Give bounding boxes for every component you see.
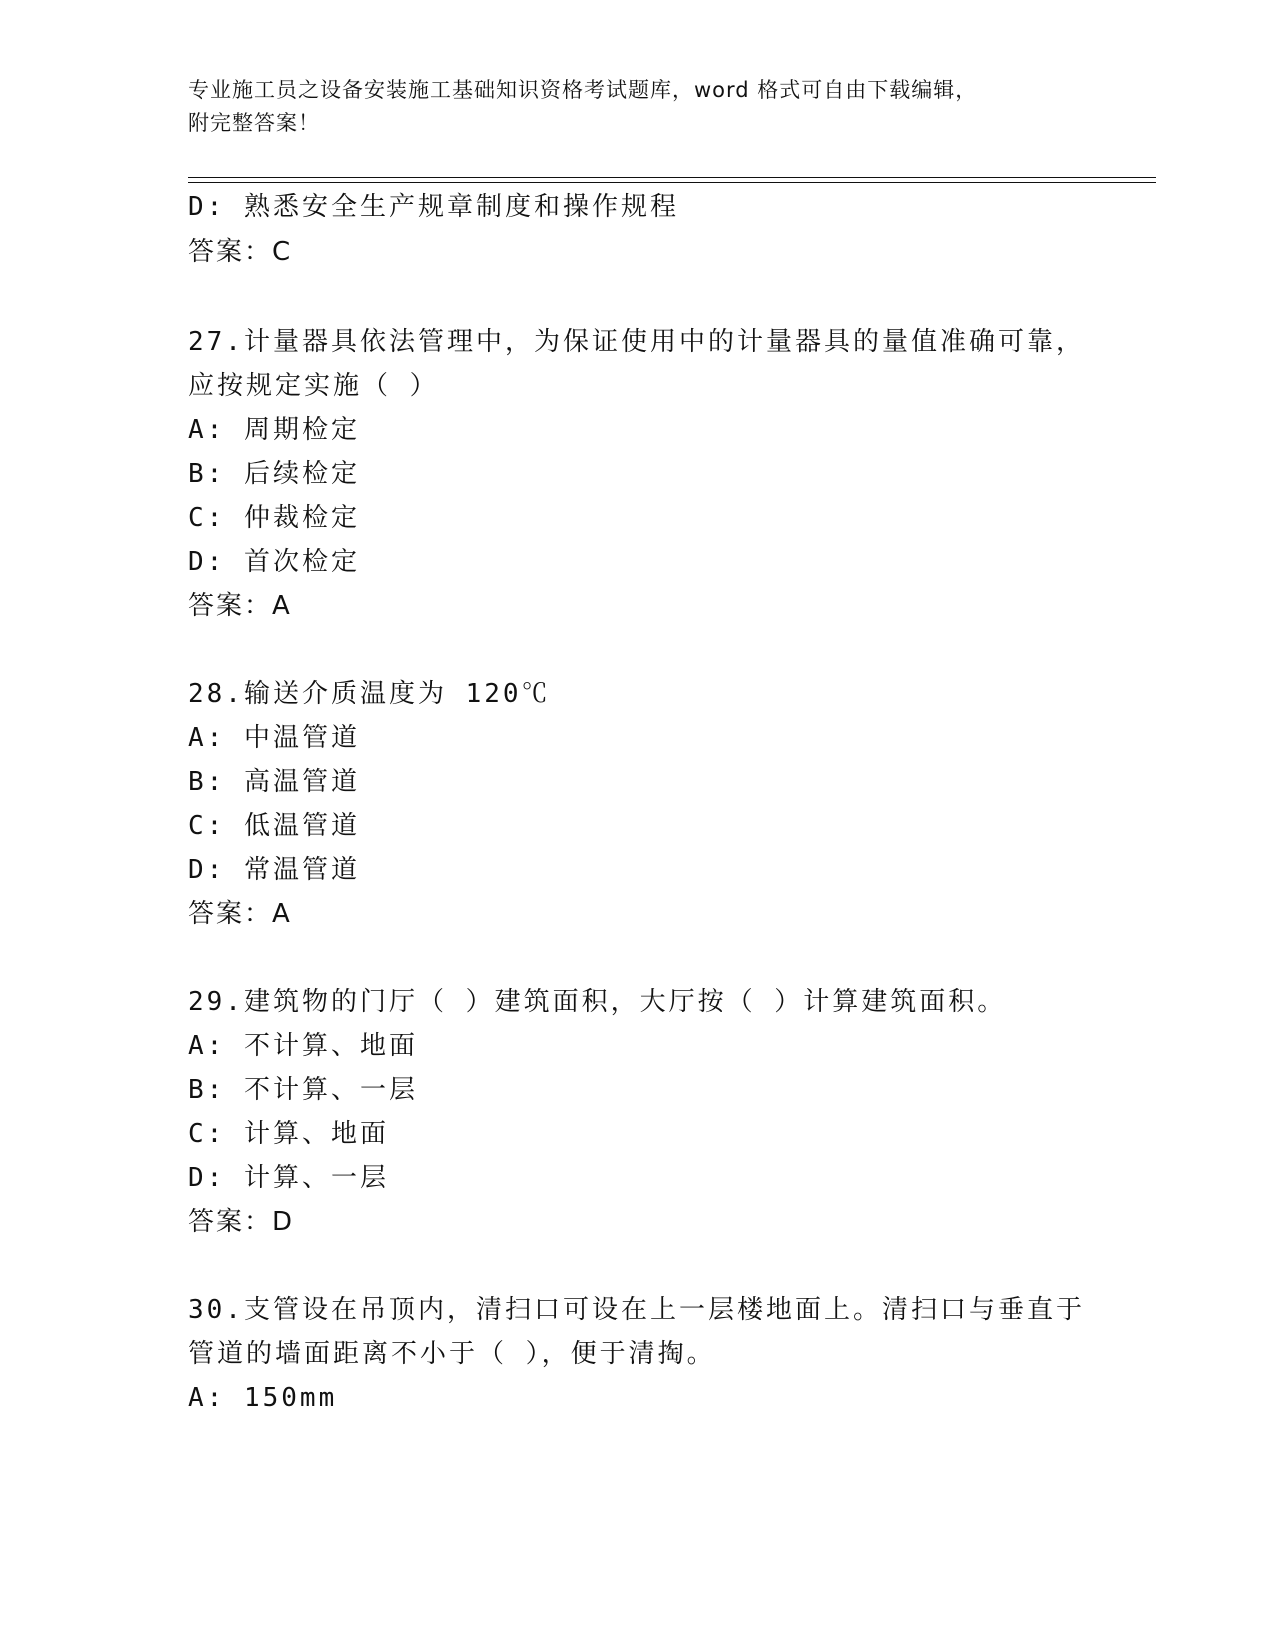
q29-option-b: B: 不计算、一层 bbox=[188, 1075, 418, 1105]
q29-option-c: C: 计算、地面 bbox=[188, 1119, 389, 1149]
q29-option-d: D: 计算、一层 bbox=[188, 1163, 389, 1193]
q30-option-a: A: 150mm bbox=[188, 1383, 338, 1413]
q28-option-a: A: 中温管道 bbox=[188, 723, 360, 753]
q27-answer: 答案：A bbox=[188, 591, 292, 621]
q27-option-d: D: 首次检定 bbox=[188, 547, 360, 577]
q27-option-a: A: 周期检定 bbox=[188, 415, 360, 445]
q28-answer: 答案：A bbox=[188, 899, 292, 929]
header-divider-bottom bbox=[188, 182, 1156, 183]
q30-stem-line-2: 管道的墙面距离不小于（ ），便于清掏。 bbox=[188, 1339, 716, 1369]
q28-stem: 28.输送介质温度为 120℃ bbox=[188, 679, 551, 709]
q27-stem-line-1: 27.计量器具依法管理中，为保证使用中的计量器具的量值准确可靠， bbox=[188, 327, 1085, 357]
q27-stem-line-2: 应按规定实施（ ） bbox=[188, 371, 439, 401]
q26-answer: 答案：C bbox=[188, 237, 293, 267]
q27-option-b: B: 后续检定 bbox=[188, 459, 360, 489]
header-line-2: 附完整答案！ bbox=[188, 111, 320, 135]
document-header bbox=[188, 74, 1088, 140]
q26-option-d: D: 熟悉安全生产规章制度和操作规程 bbox=[188, 192, 679, 222]
q28-option-c: C: 低温管道 bbox=[188, 811, 360, 841]
q28-option-d: D: 常温管道 bbox=[188, 855, 360, 885]
header-divider-top bbox=[188, 177, 1156, 178]
q29-answer: 答案：D bbox=[188, 1207, 295, 1237]
q30-stem-line-1: 30.支管设在吊顶内，清扫口可设在上一层楼地面上。清扫口与垂直于 bbox=[188, 1295, 1085, 1325]
header-line-1: 专业施工员之设备安装施工基础知识资格考试题库，word 格式可自由下载编辑， bbox=[188, 78, 978, 102]
q29-option-a: A: 不计算、地面 bbox=[188, 1031, 418, 1061]
q29-stem: 29.建筑物的门厅（ ）建筑面积，大厅按（ ）计算建筑面积。 bbox=[188, 987, 1007, 1017]
q27-option-c: C: 仲裁检定 bbox=[188, 503, 360, 533]
q28-option-b: B: 高温管道 bbox=[188, 767, 360, 797]
